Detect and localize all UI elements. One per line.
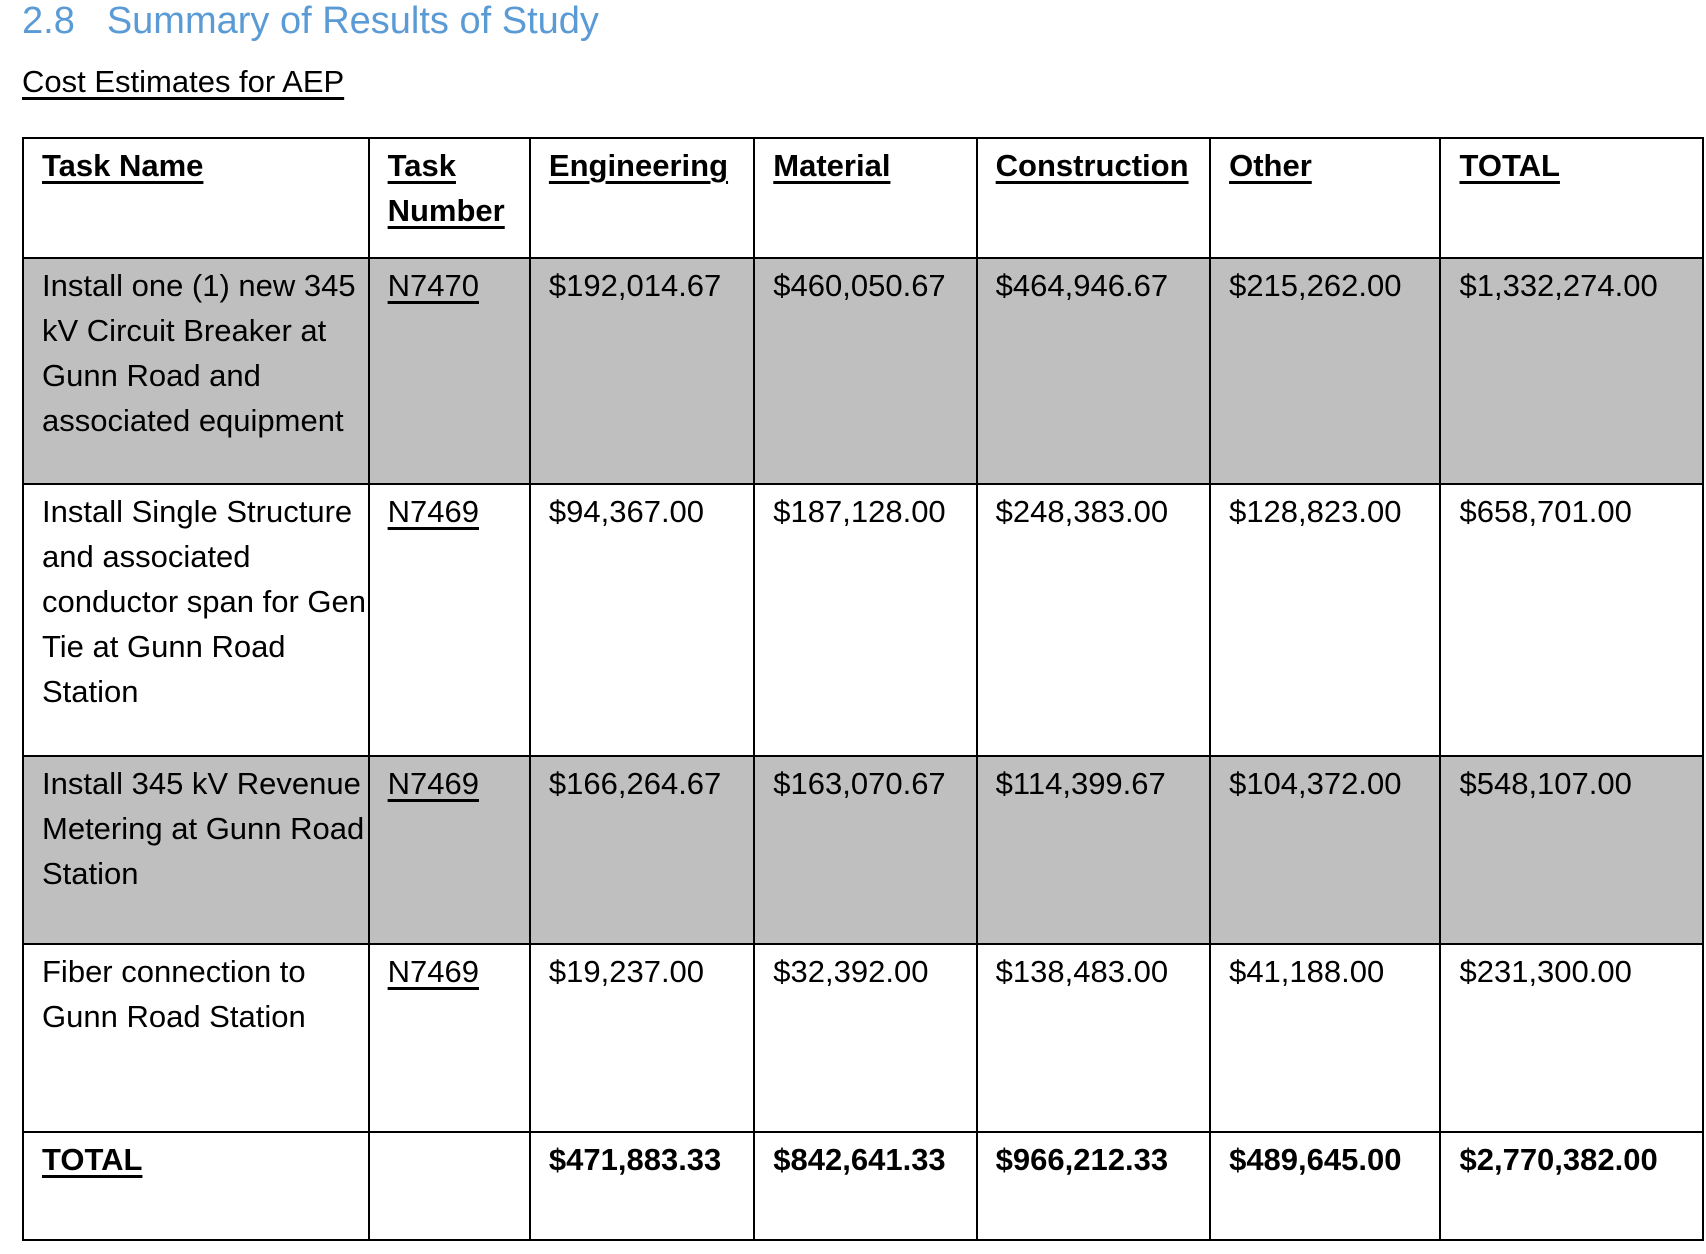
task-number-cell: N7469 xyxy=(369,944,530,1132)
header-material: Material xyxy=(754,138,976,258)
engineering-cell: $94,367.00 xyxy=(530,484,754,756)
section-heading xyxy=(22,0,599,43)
table-row xyxy=(23,756,1703,944)
total-construction-cell: $966,212.33 xyxy=(977,1132,1210,1240)
task-name-cell: Install one (1) new 345 kV Circuit Breaker at Gunn Road and associated equipment xyxy=(23,258,369,484)
table-total-row xyxy=(23,1132,1703,1240)
table-caption: Cost Estimates for AEP xyxy=(22,64,345,99)
task-number-cell: N7469 xyxy=(369,756,530,944)
grand-total-cell: $2,770,382.00 xyxy=(1440,1132,1703,1240)
material-cell: $187,128.00 xyxy=(754,484,976,756)
header-task-name: Task Name xyxy=(23,138,369,258)
total-material-cell: $842,641.33 xyxy=(754,1132,976,1240)
construction-cell: $138,483.00 xyxy=(977,944,1210,1132)
other-cell: $128,823.00 xyxy=(1210,484,1440,756)
cost-estimates-table xyxy=(22,137,1704,1241)
engineering-cell: $192,014.67 xyxy=(530,258,754,484)
task-name-cell: Install 345 kV Revenue Metering at Gunn Road Station xyxy=(23,756,369,944)
table-row xyxy=(23,258,1703,484)
section-title: Summary of Results of Study xyxy=(106,0,599,42)
material-cell: $163,070.67 xyxy=(754,756,976,944)
table-header-row xyxy=(23,138,1703,258)
total-cell: $1,332,274.00 xyxy=(1440,258,1703,484)
other-cell: $41,188.00 xyxy=(1210,944,1440,1132)
other-cell: $104,372.00 xyxy=(1210,756,1440,944)
total-label-cell: TOTAL xyxy=(23,1132,369,1240)
header-total: TOTAL xyxy=(1440,138,1703,258)
header-construction: Construction xyxy=(977,138,1210,258)
task-name-cell: Install Single Structure and associated conductor span for Gen Tie at Gunn Road Station xyxy=(23,484,369,756)
table-row xyxy=(23,484,1703,756)
task-name-cell: Fiber connection to Gunn Road Station xyxy=(23,944,369,1132)
header-engineering: Engineering xyxy=(530,138,754,258)
section-number: 2.8 xyxy=(22,0,75,42)
table-row xyxy=(23,944,1703,1132)
total-engineering-cell: $471,883.33 xyxy=(530,1132,754,1240)
total-task-number-cell xyxy=(369,1132,530,1240)
total-other-cell: $489,645.00 xyxy=(1210,1132,1440,1240)
total-cell: $548,107.00 xyxy=(1440,756,1703,944)
material-cell: $32,392.00 xyxy=(754,944,976,1132)
other-cell: $215,262.00 xyxy=(1210,258,1440,484)
construction-cell: $248,383.00 xyxy=(977,484,1210,756)
total-cell: $231,300.00 xyxy=(1440,944,1703,1132)
header-task-number: Task Number xyxy=(369,138,530,258)
engineering-cell: $166,264.67 xyxy=(530,756,754,944)
construction-cell: $114,399.67 xyxy=(977,756,1210,944)
header-other: Other xyxy=(1210,138,1440,258)
engineering-cell: $19,237.00 xyxy=(530,944,754,1132)
task-number-cell: N7470 xyxy=(369,258,530,484)
material-cell: $460,050.67 xyxy=(754,258,976,484)
task-number-cell: N7469 xyxy=(369,484,530,756)
construction-cell: $464,946.67 xyxy=(977,258,1210,484)
total-cell: $658,701.00 xyxy=(1440,484,1703,756)
